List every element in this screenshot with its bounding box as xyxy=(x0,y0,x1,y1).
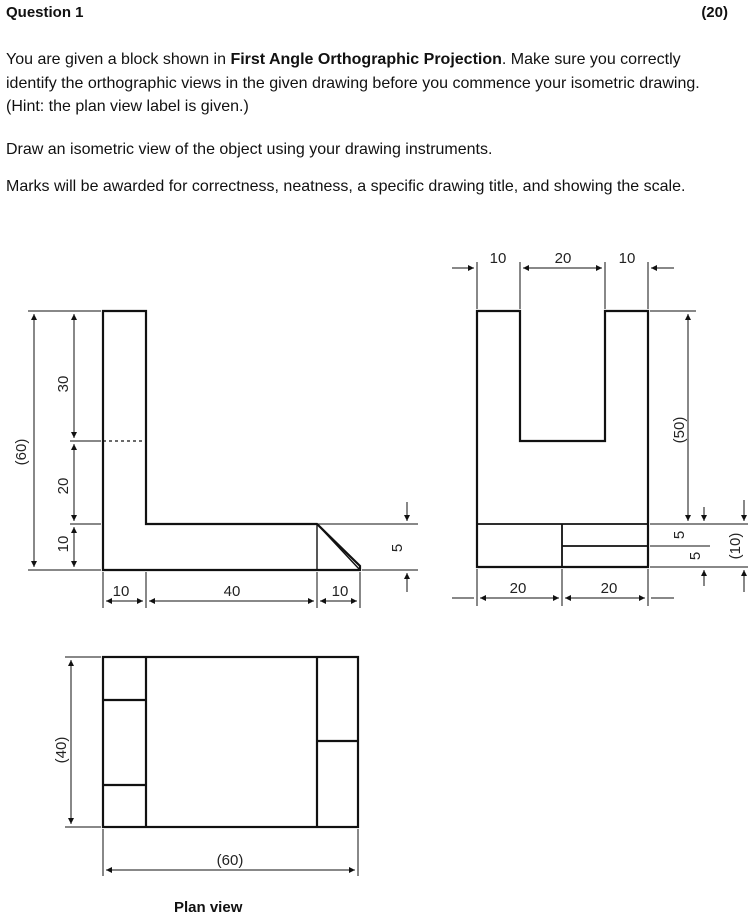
right-elevation-view xyxy=(452,250,748,606)
left-elevation-view xyxy=(13,311,418,608)
dim-right-step-a: 5 xyxy=(671,530,688,540)
right-view-outline xyxy=(477,311,648,567)
dim-left-bottom-mid: 40 xyxy=(223,583,241,600)
dim-right-top-mid: 20 xyxy=(554,250,572,267)
dim-left-chamfer: 5 xyxy=(389,543,406,553)
dim-left-overall-height: (60) xyxy=(13,438,30,466)
plan-view-label: Plan view xyxy=(174,899,243,916)
dim-plan-width: (60) xyxy=(216,852,244,869)
plan-view xyxy=(53,657,358,876)
dim-right-top-left: 10 xyxy=(489,250,507,267)
instruction-p1-before: You are given a block shown in xyxy=(6,51,231,68)
dim-right-bottom-left: 20 xyxy=(509,580,527,597)
dim-right-step-b: 5 xyxy=(687,551,704,561)
dim-right-overall: (10) xyxy=(727,532,744,560)
instruction-paragraph-3: Marks will be awarded for correctness, neatness, a specific drawing title, and showing the scale. xyxy=(6,178,686,195)
dim-left-middle: 20 xyxy=(55,477,72,495)
dim-left-bottom-left: 10 xyxy=(112,583,130,600)
question-title: Question 1 xyxy=(6,4,84,21)
plan-view-outline xyxy=(103,657,358,827)
dim-left-bottom-right: 10 xyxy=(331,583,349,600)
dim-plan-depth: (40) xyxy=(53,736,70,764)
instruction-p1-after: . Make sure you correctly identify the orthographic views in the given drawing before you commence your isometric drawing. (Hint: the plan view label is given.) xyxy=(6,51,700,115)
dim-right-top-right: 10 xyxy=(618,250,636,267)
question-marks: (20) xyxy=(701,4,728,21)
instruction-paragraph-2: Draw an isometric view of the object using your drawing instruments. xyxy=(6,141,493,158)
dim-right-height: (50) xyxy=(671,416,688,444)
instruction-p1-bold: First Angle Orthographic Projection xyxy=(230,51,502,68)
dim-right-bottom-right: 20 xyxy=(600,580,618,597)
dim-left-lower: 10 xyxy=(55,535,72,553)
dim-left-upper: 30 xyxy=(55,375,72,393)
